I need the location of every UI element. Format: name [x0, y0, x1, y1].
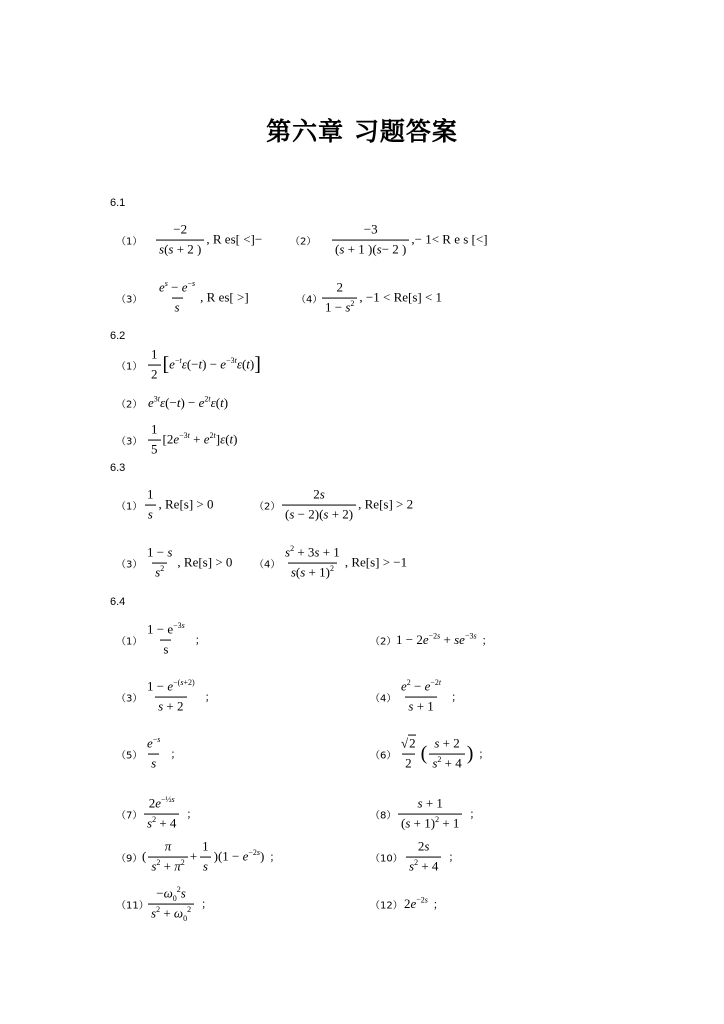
- condition: , Re[s] > 0: [177, 555, 233, 570]
- item-label: （1）: [116, 236, 143, 248]
- answer-6-4-4: $\frac{e^2 - e^{-2t}}{s + 1}$ ；: [401, 678, 463, 714]
- item-label: （2）: [370, 636, 397, 648]
- item-label: （7）: [116, 810, 143, 822]
- answer-6-4-3: $\frac{1 - e^{-(s+2)}}{s + 2}$ ；: [147, 678, 216, 714]
- page-title: 第六章 习题答案: [266, 117, 458, 146]
- answer-6-4-7: $\frac{2e^{-\frac{1}{2}s}}{s^2 + 4}$ ；: [142, 797, 197, 832]
- item-label: （1）: [116, 361, 143, 373]
- item-label: （5）: [116, 750, 143, 762]
- answer-6-4-6: $\frac{√2}{2}$ ( $\frac{s + 2}{s^2 + 4}$ ) ；: [401, 735, 490, 771]
- item-label: （3）: [116, 436, 143, 448]
- item-label: （1）: [116, 501, 143, 513]
- condition: , −1 < Re[s] < 1: [359, 290, 443, 305]
- item-label: （11）: [116, 900, 149, 912]
- condition: , R es[ >]: [200, 290, 249, 305]
- item-label: （4）: [254, 559, 281, 571]
- answer-6-2-2: $e^{3t}\varepsilon(-t) - e^{2t}\varepsilon(t)$: [148, 394, 229, 410]
- item-label: （2）: [254, 501, 281, 513]
- answer-6-4-1: $\frac{1 - e^{-3s}}{s}$ ；: [147, 621, 206, 657]
- answer-6-4-5: $\frac{e^{-s}}{s}$ ；: [147, 735, 182, 771]
- item-label: （8）: [370, 810, 397, 822]
- answer-6-1-2: $\frac{-3}{(s + 1 )(s- 2 )}$ ,− 1< R e s [<]: [330, 223, 488, 258]
- item-label: （4）: [296, 294, 323, 306]
- section-6-1-heading: 6.1: [110, 197, 126, 209]
- answer-6-1-3: $\frac{e^s - e^{-s}}{s}$ , R es[ >]: [159, 279, 249, 315]
- item-label: （3）: [116, 559, 143, 571]
- condition: , Re[s] > 2: [358, 497, 414, 512]
- answer-6-4-2: $1 - 2e^{-2s} + se^{-3s}$ ；: [396, 631, 493, 647]
- answer-6-3-4: $\frac{s^2 + 3s + 1}{s(s + 1)^2}$ , Re[s] > −1: [285, 544, 408, 580]
- answer-6-3-2: $\frac{2s}{(s - 2)(s + 2)}$ , Re[s] > 2: [280, 488, 413, 523]
- answer-6-2-3: $\frac{1}{5}$ $[2e^{-3t} + e^{2t}]\varepsilon(t)$: [146, 423, 238, 458]
- item-label: （6）: [370, 750, 397, 762]
- section-6-3-heading: 6.3: [110, 462, 126, 474]
- condition: , Re[s] > 0: [158, 497, 214, 512]
- answer-6-3-1: $\frac{1}{s}$ , Re[s] > 0: [142, 488, 214, 523]
- answer-6-4-12: $2e^{-2s}$ ；: [404, 895, 444, 911]
- section-6-2-heading: 6.2: [110, 330, 126, 342]
- answer-6-3-3: $\frac{1 - s}{s^2}$ , Re[s] > 0: [147, 544, 233, 580]
- answer-6-4-10: $\frac{2s}{s^2 + 4}$ ；: [404, 840, 459, 875]
- item-label: （1）: [116, 636, 143, 648]
- answer-6-2-1: $\frac{1}{2}$ [ $e^{-t}\varepsilon(-t) - e^{-3t}\varepsilon(t)$ ]: [146, 348, 261, 383]
- answer-6-4-9: ( $\frac{\pi}{s^2 + \pi^2}$ + $\frac{1}{s}$ )$(1 - e^{-2s})$ ；: [142, 838, 281, 874]
- answer-6-1-1: $\frac{-2}{s(s + 2 )}$ , R es[ <]−: [154, 223, 262, 258]
- item-label: （3）: [116, 693, 143, 705]
- item-label: （10）: [370, 853, 403, 865]
- condition: , Re[s] > −1: [344, 555, 408, 570]
- item-label: （2）: [290, 236, 317, 248]
- item-label: （4）: [370, 693, 397, 705]
- section-6-4-heading: 6.4: [110, 596, 126, 608]
- item-label: （12）: [370, 900, 403, 912]
- answer-6-4-8: $\frac{s + 1}{(s + 1)^2 + 1}$ ；: [396, 797, 480, 832]
- item-label: （2）: [116, 399, 143, 411]
- condition: , R es[ <]−: [206, 232, 263, 247]
- answer-6-4-11: $\frac{-\omega_0^2s}{s^2 + \omega_0^2}$ ；: [146, 887, 212, 922]
- item-label: （3）: [116, 294, 143, 306]
- item-label: （9）: [116, 853, 143, 865]
- answer-6-1-4: $\frac{2}{1 - s^2}$ , −1 < Re[s] < 1: [320, 281, 442, 316]
- condition: ,− 1< R e s [<]: [411, 232, 488, 247]
